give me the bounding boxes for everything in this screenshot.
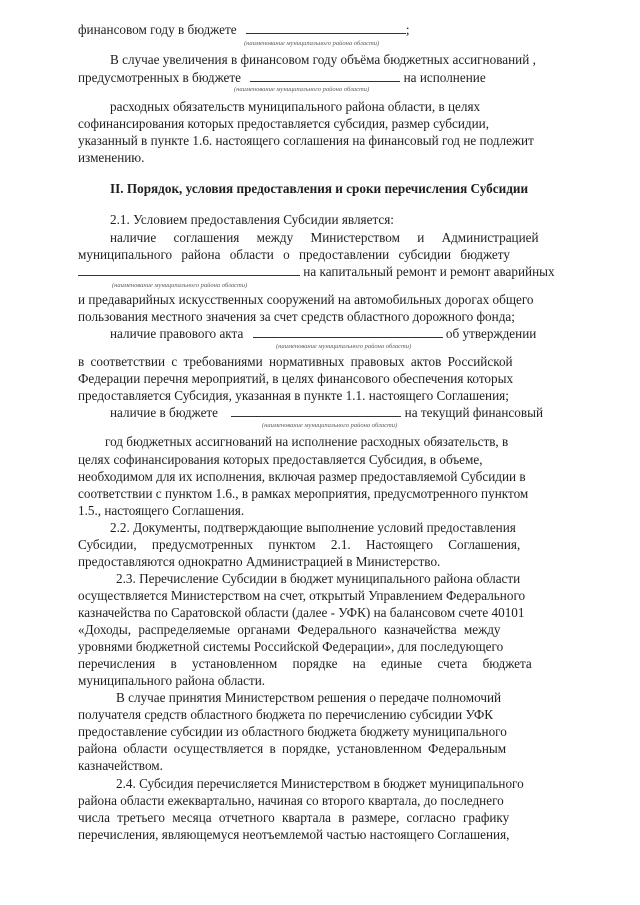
text-line: изменению. [78, 150, 145, 165]
text-line: 2.1. Условием предоставления Субсидии является: [110, 212, 394, 227]
text-line: получателя средств областного бюджета по перечислению субсидии УФК [78, 707, 494, 722]
text-line: софинансирования которых предоставляется субсидия, размер субсидии, [78, 116, 490, 131]
text-line: казначейства по Саратовской области (далее - УФК) на балансовом счете 40101 [78, 605, 525, 620]
text-line: предоставляется Субсидия, указанная в пункте 1.1. настоящего Соглашения; [78, 388, 509, 403]
text-line: в соответствии с требованиями нормативных правовых актов Российской [78, 354, 513, 369]
text-line [110, 405, 543, 421]
text-line: 2.4. Субсидия перечисляется Министерством в бюджет муниципального [116, 776, 524, 791]
blank-caption: (наименование муниципального района области) [262, 422, 398, 429]
text-line: 2.2. Документы, подтверждающие выполнение условий предоставления [110, 520, 516, 535]
text-fragment: финансовом году в бюджете [78, 22, 237, 37]
text-line: осуществляется Министерством на счет, открытый Управлением Федерального [78, 588, 526, 603]
text-line: целях софинансирования которых предоставляется Субсидия, в объеме, [78, 452, 483, 467]
text-line: указанный в пункте 1.6. настоящего соглашения на финансовый год не подлежит [78, 133, 534, 148]
text-line: муниципального района области о предоставлении субсидии бюджету [78, 247, 510, 262]
text-fragment: на капитальный ремонт и ремонт аварийных [303, 264, 555, 279]
text-fragment: на исполнение [403, 70, 486, 85]
section-heading: II. Порядок, условия предоставления и сроки перечисления Субсидии [110, 181, 529, 196]
text-fragment: предусмотренных в бюджете [78, 70, 242, 85]
text-line: необходимом для их исполнения, включая размер предоставляемой Субсидии в [78, 469, 526, 484]
text-line: год бюджетных ассигнований на исполнение расходных обязательств, в [105, 434, 509, 449]
text-line: В случае увеличения в финансовом году объёма бюджетных ассигнований , [110, 52, 536, 67]
fill-in-blank [253, 326, 443, 338]
blank-caption: (наименование муниципального района области) [276, 343, 412, 350]
text-line: Субсидии, предусмотренных пунктом 2.1. Настоящего Соглашения, [78, 537, 521, 552]
text-line: наличие соглашения между Министерством и Администрацией [110, 230, 539, 245]
text-line: числа третьего месяца отчетного квартала в размере, согласно графику [78, 810, 510, 825]
text-fragment: наличие в бюджете [110, 405, 219, 420]
text-line: и предаварийных искусственных сооружений на автомобильных дорогах общего [78, 292, 534, 307]
text-line: района области осуществляется в порядке, установленном Федеральным [78, 741, 507, 756]
fill-in-blank [78, 264, 300, 276]
text-line: муниципального района области. [78, 673, 266, 688]
blank-caption: (наименование муниципального района области) [112, 282, 248, 289]
text-line: расходных обязательств муниципального района области, в целях [110, 99, 481, 114]
text-line: 2.3. Перечисление Субсидии в бюджет муниципального района области [116, 571, 521, 586]
text-line: перечисления, являющемуся неотъемлемой частью настоящего Соглашения, [78, 827, 510, 842]
blank-caption: (наименование муниципального района области) [244, 40, 380, 47]
text-line: предоставляются однократно Администрацией в Министерство. [78, 554, 441, 569]
text-fragment: на текущий финансовый [404, 405, 544, 420]
text-line: предоставление субсидии из областного бюджета бюджету муниципального [78, 724, 507, 739]
fill-in-blank [231, 405, 401, 417]
text-fragment: об утверждении [445, 326, 537, 341]
text-line: В случае принятия Министерством решения о передаче полномочий [116, 690, 502, 705]
text-fragment: наличие правового акта [110, 326, 244, 341]
text-line: Федерации перечня мероприятий, в целях финансового обеспечения которых [78, 371, 514, 386]
blank-caption: (наименование муниципального района области) [234, 86, 370, 93]
text-line [78, 70, 486, 86]
text-line: «Доходы, распределяемые органами Федерального казначейства между [78, 622, 501, 637]
text-line [78, 22, 410, 38]
text-line: соответствии с пунктом 1.6., в рамках мероприятия, предусмотренного пунктом [78, 486, 529, 501]
text-line: уровнями бюджетной системы Российской Федерации», для последующего [78, 639, 504, 654]
text-line: района области ежеквартально, начиная со второго квартала, до последнего [78, 793, 504, 808]
text-line: казначейством. [78, 758, 163, 773]
text-fragment: ; [405, 22, 410, 37]
fill-in-blank [246, 22, 406, 34]
text-line: пользования местного значения за счет средств областного дорожного фонда; [78, 309, 515, 324]
text-line [110, 326, 536, 342]
text-line: перечисления в установленном порядке на единые счета бюджета [78, 656, 532, 671]
text-line [78, 264, 555, 280]
text-line: 1.5., настоящего Соглашения. [78, 503, 245, 518]
fill-in-blank [250, 70, 400, 82]
